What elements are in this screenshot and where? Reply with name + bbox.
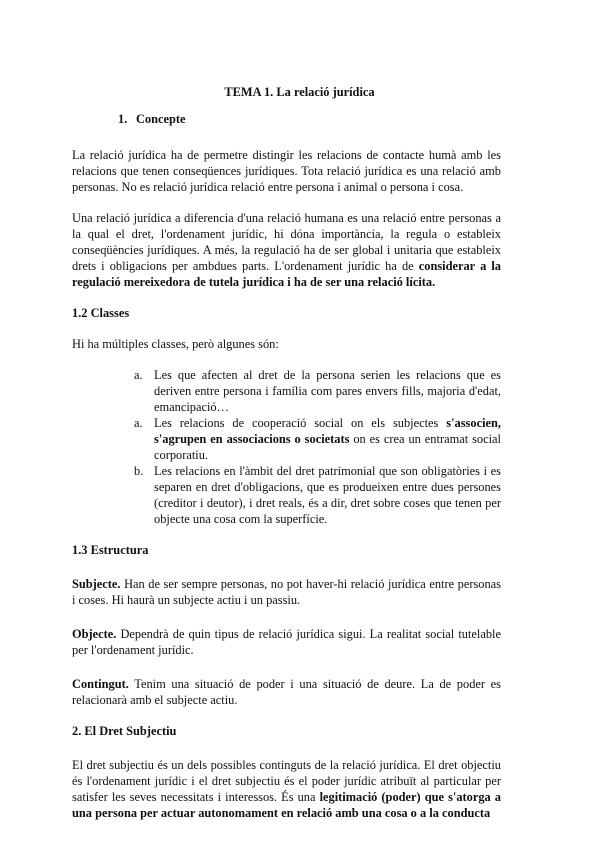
section-label: Concepte [136, 112, 186, 126]
term-text: Dependrà de quin tipus de relació jurídica sigui. La realitat social tutelable per l'ordenament jurídic. [72, 627, 501, 657]
list-item-text: Les relacions en l'àmbit del dret patrimonial que son obligatòries i es separen en dret d'obligacions, que es produeixen entre dues persones (creditor i deutor), i dret reals, és a dir, dret sobre coses que tenen per objecte una cosa com la superfície. [154, 464, 501, 526]
paragraph-dret-subjectiu [72, 757, 501, 821]
document-title: TEMA 1. La relació jurídica [224, 85, 375, 99]
list-item [134, 415, 501, 463]
section-heading-dret-subjectiu: 2. El Dret Subjectiu [72, 724, 177, 738]
list-item-text: Les que afecten al dret de la persona serien les relacions que es deriven entre persona i família com pares envers fills, majoria d'edat, emancipació… [154, 368, 501, 414]
list-marker: b. [134, 464, 144, 478]
term-label: Contingut. [72, 677, 129, 691]
list-item-text-end: on es crea un entramat social corporatiu. [154, 432, 501, 462]
list-item-text: Les relacions de cooperació social on els subjectes [154, 416, 447, 430]
paragraph-objecte [72, 626, 501, 658]
section-heading-estructura: 1.3 Estructura [72, 543, 149, 557]
paragraph-bold-text: considerar a la regulació mereixedora de tutela jurídica i ha de ser una relació lícita. [72, 259, 501, 289]
list-marker: a. [134, 416, 143, 430]
section-number: 1. [118, 112, 128, 126]
list-item [134, 463, 501, 527]
paragraph-bold-text: legitimació (poder) que s'atorga a una persona per actuar autonomament en relació amb una cosa o a la conducta [72, 790, 501, 820]
term-label: Objecte. [72, 627, 117, 641]
term-text: Tenim una situació de poder i una situació de deure. La de poder es relacionarà amb el subjecte actiu. [72, 677, 501, 707]
paragraph-classes-intro: Hi ha múltiples classes, però algunes són: [72, 337, 279, 351]
list-item [134, 367, 501, 415]
section-heading-classes: 1.2 Classes [72, 306, 130, 320]
paragraph-text: El dret subjectiu és un dels possibles continguts de la relació jurídica. El dret objectiu és l'ordenament jurídic i el dret subjectiu és el poder jurídic atribuït al particular per satisfer les seves necessitats i interessos. És una [72, 758, 501, 804]
paragraph-text: Una relació jurídica a diferencia d'una relació humana es una relació entre personas a la qual el dret, l'ordenament jurídic, hi dóna importància, la regula o estableix conseqüències jurídiques. A més, la regulació ha de ser global i unitaria que estableix drets i obligacions per ambdues parts. L'ordenament jurídic ha de [72, 211, 501, 273]
term-label: Subjecte. [72, 577, 121, 591]
list-item-bold-text: s'associen, s'agrupen en associacions o societats [154, 416, 501, 446]
paragraph-subjecte [72, 576, 501, 608]
paragraph-concepte-1: La relació jurídica ha de permetre distingir les relacions de contacte humà amb les relacions que tenen conseqüences jurídiques. Tota relació jurídica es una relació amb personas. No es relació jurídica relació entre persona i animal o persona i cosa. [72, 148, 501, 194]
term-text: Han de ser sempre personas, no pot haver-hi relació jurídica entre personas i coses. Hi haurà un subjecte actiu i un passiu. [72, 577, 501, 607]
section-heading-concepte [118, 111, 501, 127]
paragraph-concepte-2 [72, 210, 501, 290]
classes-list [72, 367, 501, 527]
list-marker: a. [134, 368, 143, 382]
paragraph-contingut [72, 676, 501, 708]
